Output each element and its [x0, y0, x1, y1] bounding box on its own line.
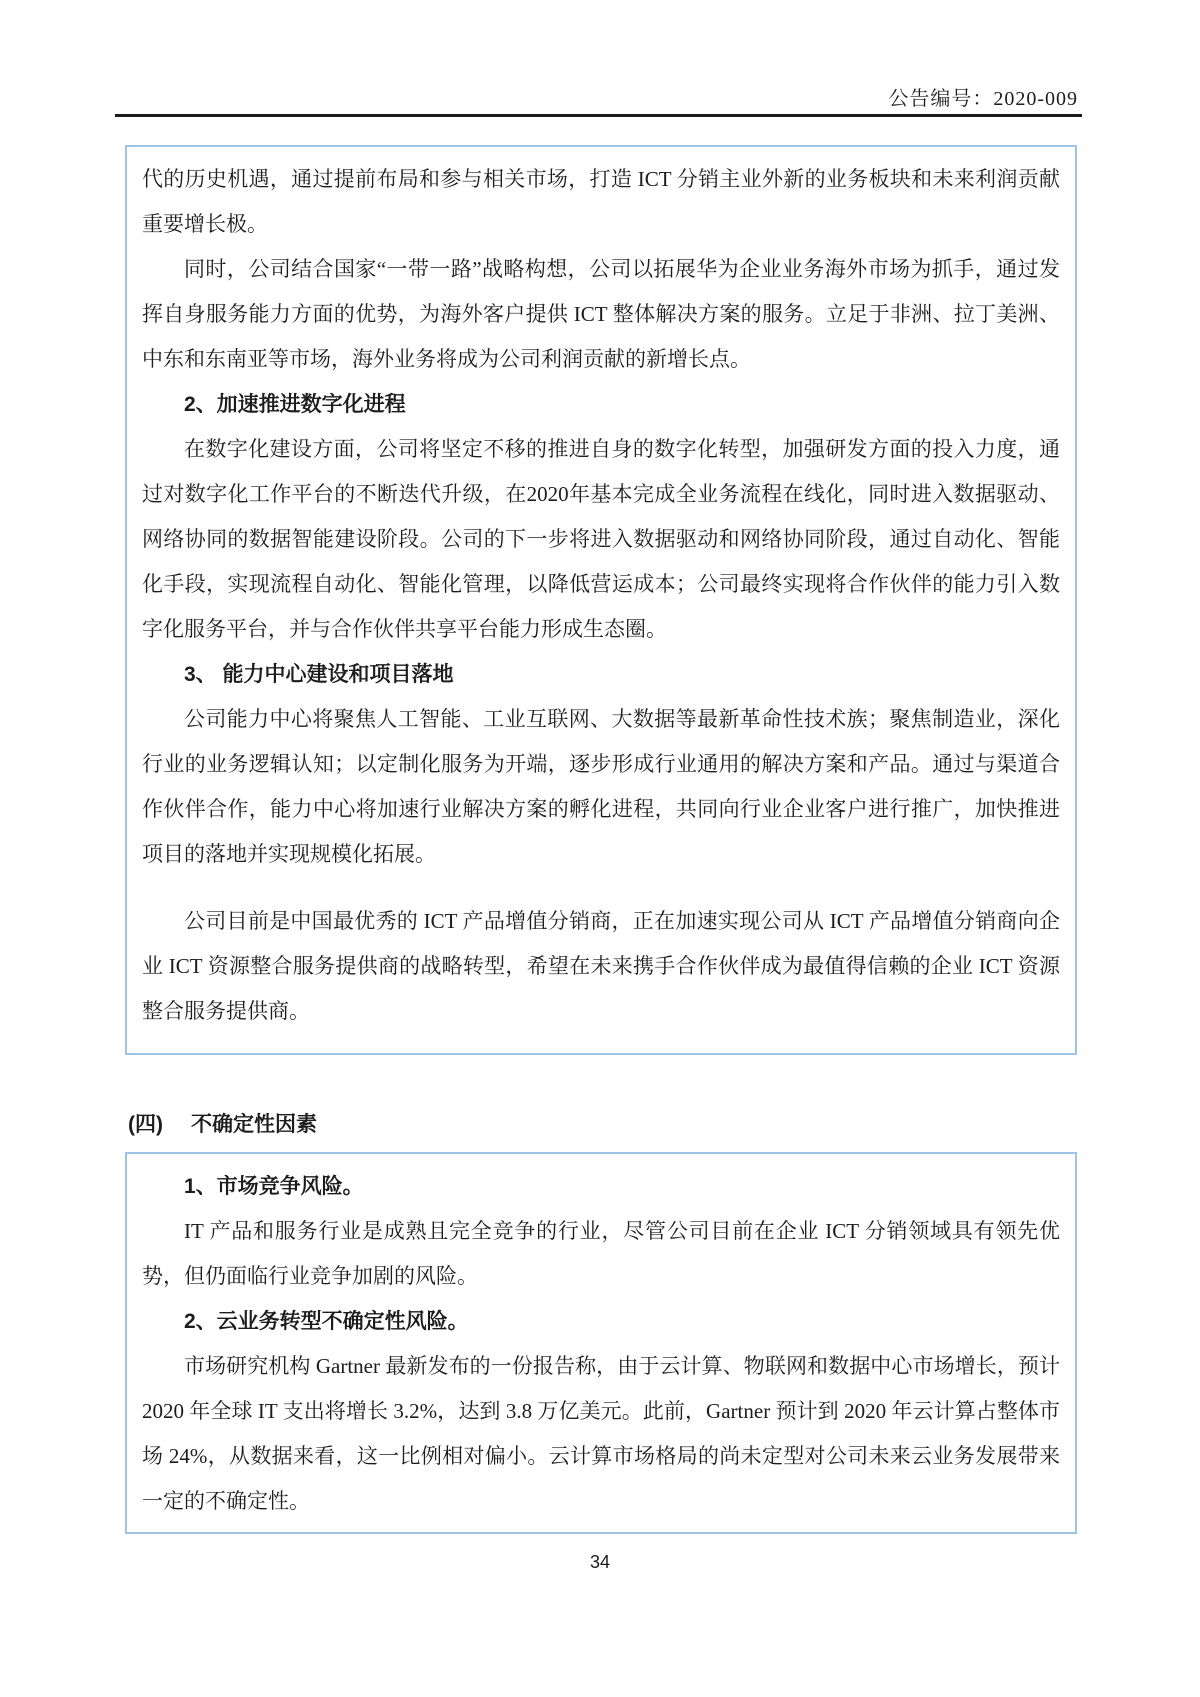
heading-capability-center: 3、 能力中心建设和项目落地: [184, 663, 454, 686]
section-number: (四): [128, 1113, 163, 1136]
section-heading-uncertainty: [128, 1102, 317, 1147]
paragraph-capability-center: 公司能力中心将聚焦人工智能、工业互联网、大数据等最新革命性技术族；聚焦制造业，深化行业的业务逻辑认知；以定制化服务为开端，逐步形成行业通用的解决方案和产品。通过与渠道合作伙伴合作，能力中心将加速行业解决方案的孵化进程，共同向行业企业客户进行推广，加快推进项目的落地并实现规模化拓展。: [142, 707, 1060, 866]
paragraph-belt-and-road: 同时，公司结合国家“一带一路”战略构想，公司以拓展华为企业业务海外市场为抓手，通过发挥自身服务能力方面的优势，为海外客户提供 ICT 整体解决方案的服务。立足于非洲、拉丁美洲、中东和东南亚等市场，海外业务将成为公司利润贡献的新增长点。: [142, 257, 1060, 371]
section-title: 不确定性因素: [191, 1113, 317, 1136]
page-number: 34: [589, 1552, 611, 1572]
heading-market-competition-risk: 1、市场竞争风险。: [184, 1175, 364, 1198]
paragraph-growth-pole: 代的历史机遇，通过提前布局和参与相关市场，打造 ICT 分销主业外新的业务板块和未来利润贡献重要增长极。: [142, 167, 1060, 236]
announcement-number: 公告编号：2020-009: [888, 88, 1078, 110]
content-box-strategy: [125, 145, 1077, 1055]
content-box-risks: [125, 1152, 1077, 1534]
paragraph-digitalization: 在数字化建设方面，公司将坚定不移的推进自身的数字化转型，加强研发方面的投入力度，通过对数字化工作平台的不断迭代升级，在2020年基本完成全业务流程在线化，同时进入数据驱动、网络协同的数据智能建设阶段。公司的下一步将进入数据驱动和网络协同阶段，通过自动化、智能化手段，实现流程自动化、智能化管理，以降低营运成本；公司最终实现将合作伙伴的能力引入数字化服务平台，并与合作伙伴共享平台能力形成生态圈。: [142, 437, 1060, 641]
heading-cloud-transition-risk: 2、云业务转型不确定性风险。: [184, 1310, 469, 1333]
header-divider: [115, 114, 1082, 117]
paragraph-ict-distributor: 公司目前是中国最优秀的 ICT 产品增值分销商，正在加速实现公司从 ICT 产品增值分销商向企业 ICT 资源整合服务提供商的战略转型，希望在未来携手合作伙伴成为最值得信赖的企业 ICT 资源整合服务提供商。: [142, 909, 1060, 1023]
heading-digitalization: 2、加速推进数字化进程: [184, 393, 406, 416]
paragraph-market-competition-risk: IT 产品和服务行业是成熟且完全竞争的行业，尽管公司目前在企业 ICT 分销领域具有领先优势，但仍面临行业竞争加剧的风险。: [142, 1219, 1060, 1288]
paragraph-cloud-transition-risk: 市场研究机构 Gartner 最新发布的一份报告称，由于云计算、物联网和数据中心市场增长，预计 2020 年全球 IT 支出将增长 3.2%，达到 3.8 万亿美元。此前，Gartner 预计到 2020 年云计算占整体市场 24%，从数据来看，这一比例相对偏小。云计算市场格局的尚未定型对公司未来云业务发展带来一定的不确定性。: [142, 1354, 1060, 1513]
